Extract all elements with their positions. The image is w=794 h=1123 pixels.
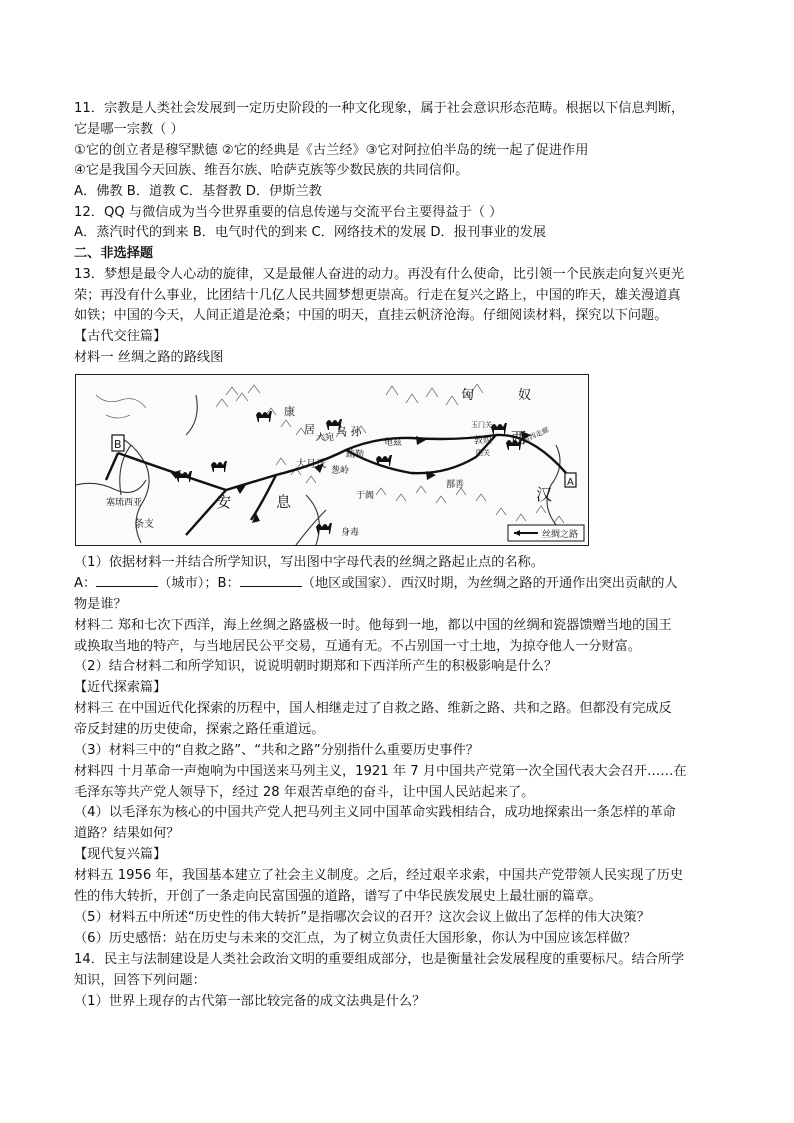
- label-tiaozhi: 条支: [134, 519, 154, 530]
- label-dayuezhi: 大月氏: [296, 459, 326, 470]
- label-yutian: 于阗: [356, 491, 375, 501]
- answer-blank-b[interactable]: [240, 573, 302, 587]
- answer-blank-a[interactable]: [96, 573, 158, 587]
- q11-stem-line1: 11．宗教是人类社会发展到一定历史阶段的一种文化现象，属于社会意识形态范畴。根据以下信息判断，: [74, 101, 685, 116]
- map-legend-label: 丝绸之路: [542, 530, 579, 540]
- terrain-hatching: [96, 384, 564, 523]
- label-shendu: 身毒: [341, 528, 360, 538]
- material5-line2: 性的伟大转折，开创了一条走向民富国强的道路，谱写了中华民族发展史上最壮丽的篇章。: [74, 889, 602, 904]
- q13-intro-line1: 13．梦想是最令人心动的旋律，又是最催人奋进的动力。再没有什么使命，比引领一个民族走向复兴更光: [74, 267, 685, 282]
- q13-sub4-line1: （4）以毛泽东为核心的中国共产党人把马列主义同中国革命实践相结合，成功地探索出一条怎样的革命: [74, 805, 676, 820]
- q14-sub1: （1）世界上现存的古代第一部比较完备的成文法典是什么？: [74, 994, 426, 1009]
- material3-line2: 帝反封建的历史使命，探索之路任重道远。: [74, 722, 325, 737]
- q13-sub2: （2）结合材料二和所学知识，说说明朝时期郑和下西洋所产生的积极影响是什么？: [74, 659, 558, 674]
- q12-options: A．蒸汽时代的到来 B．电气时代的到来 C．网络技术的发展 D．报刊事业的发展: [74, 225, 547, 240]
- material5-line1: 材料五 1956 年，我国基本建立了社会主义制度。之后，经过艰辛求索，中国共产党带领人民实现了历史: [74, 868, 684, 883]
- silk-road-map-svg: [76, 375, 588, 545]
- label-han: 汉: [536, 485, 553, 504]
- label-xiongnu-1: 匈: [461, 388, 475, 403]
- label-alexandria: 塞琉西亚: [106, 498, 143, 508]
- label-xi: 西: [511, 429, 527, 447]
- q13-sub3: （3）材料三中的“自救之路”、“共和之路”分别指什么重要历史事件？: [74, 743, 479, 758]
- label-shule: 疏勒: [346, 450, 365, 460]
- label-dayuan: 大宛: [316, 433, 335, 443]
- q13-sub1-a-unit: （城市）；B：: [158, 576, 240, 591]
- q13-sub5: （5）材料五中所述“历史性的伟大转折”是指哪次会议的召开？这次会议上做出了怎样的伟大决策？: [74, 910, 650, 925]
- q11-info-line2: ④它是我国今天回族、维吾尔族、哈萨克族等少数民族的共同信仰。: [74, 163, 469, 178]
- revival-section-title: 【现代复兴篇】: [74, 847, 167, 862]
- label-congling: 葱岭: [331, 466, 350, 476]
- material3-line1: 材料三 在中国近代化探索的历程中，国人相继走过了自救之路、维新之路、共和之路。但都没有完成反: [74, 701, 672, 716]
- q13-sub1-line1: （1）依据材料一并结合所学知识，写出图中字母代表的丝绸之路起止点的名称。: [74, 555, 544, 570]
- q11-options: A．佛教 B．道教 C．基督教 D．伊斯兰教: [74, 184, 322, 199]
- ancient-section-title: 【古代交往篇】: [74, 329, 167, 344]
- q14-intro-line1: 14．民主与法制建设是人类社会政治文明的重要组成部分，也是衡量社会发展程度的重要标尺。结合所学: [74, 952, 685, 967]
- q11-stem-line2: 它是哪一宗教（ ）: [74, 122, 184, 137]
- label-a: A: [567, 477, 574, 488]
- q12-stem: 12．QQ 与微信成为当今世界重要的信息传递与交流平台主要得益于（ ）: [74, 205, 503, 220]
- label-anxi-1: 安: [216, 493, 232, 511]
- modern-section-title: 【近代探索篇】: [74, 680, 167, 695]
- label-shanshan: 鄯善: [446, 480, 465, 490]
- q13-sub1-line3: 物是谁？: [74, 597, 127, 612]
- q13-sub1-line2: [74, 573, 678, 594]
- silk-road-route: [106, 435, 566, 535]
- label-dunhuang: 敦煌: [474, 436, 493, 446]
- label-anxi-2: 息: [276, 493, 292, 511]
- material2-line1: 材料二 郑和七次下西洋，海上丝绸之路盛极一时。他每到一地，都以中国的丝绸和瓷器馈赠当地的国王: [74, 618, 672, 633]
- q13-sub1-a-label: A：: [74, 576, 97, 591]
- label-b: B: [114, 438, 122, 451]
- label-kangju-2: 居: [304, 423, 315, 436]
- q14-intro-line2: 知识，回答下列问题：: [74, 973, 206, 988]
- label-yangguan: 阳关: [476, 449, 490, 457]
- label-kangju-1: 康: [284, 405, 295, 418]
- material2-line2: 或换取当地的特产，与当地居民公平交易，互通有无。不占别国一寸土地，为掠夺他人一分财富。: [74, 639, 642, 654]
- label-hexi: 河西走廊: [521, 425, 551, 445]
- material4-line1: 材料四 十月革命一声炮响为中国送来马列主义，1921 年 7 月中国共产党第一次全国代表大会召开……在: [74, 764, 687, 779]
- q13-intro-line2: 荣；再没有什么事业，比团结十几亿人民共圆梦想更崇高。行走在复兴之路上，中国的昨天，雄关漫道真: [74, 288, 681, 303]
- section-heading: 二、非选择题: [74, 246, 154, 261]
- q13-sub6: （6）历史感悟：站在历史与未来的交汇点，为了树立负责任大国形象，你认为中国应该怎样做？: [74, 931, 637, 946]
- label-yumenguan: 玉门关: [471, 421, 492, 429]
- material1-title: 材料一 丝绸之路的路线图: [74, 350, 224, 365]
- material4-line2: 毛泽东等共产党人领导下，经过 28 年艰苦卓绝的奋斗，让中国人民站起来了。: [74, 785, 535, 800]
- q11-info-line1: ①它的创立者是穆罕默德 ②它的经典是《古兰经》③它对阿拉伯半岛的统一起了促进作用: [74, 143, 589, 158]
- q13-sub4-line2: 道路？结果如何？: [74, 826, 180, 841]
- silk-road-map: [75, 374, 589, 546]
- q13-sub1-b-unit: （地区或国家）．西汉时期，为丝绸之路的开通作出突出贡献的人: [301, 576, 678, 591]
- q13-intro-line3: 如铁；中国的今天，人间正道是沧桑；中国的明天，直挂云帆济沧海。仔细阅读材料，探究以下问题。: [74, 308, 668, 323]
- label-qiuci: 龟兹: [384, 438, 403, 448]
- label-wusun: 乌 孙: [336, 425, 362, 438]
- label-xiongnu-2: 奴: [518, 388, 532, 403]
